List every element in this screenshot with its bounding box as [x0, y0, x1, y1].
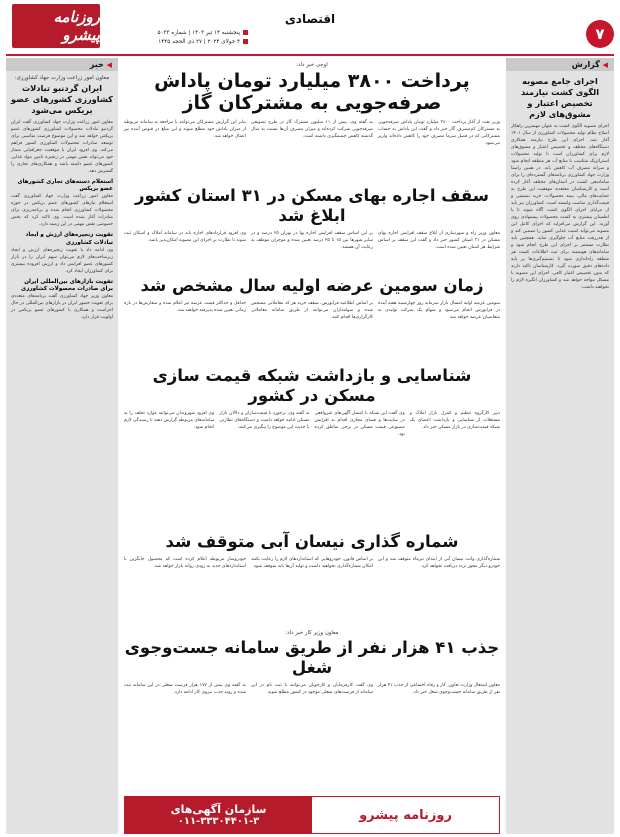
story-ipo: [124, 276, 500, 321]
story-headline: شماره گذاری نیسان آبی متوقف شد: [165, 532, 459, 551]
story-body-col: وی افزود قراردادهای اجاره باید در سامانه املاک و اسکان ثبت شوند تا نظارت بر اجرای این مصوبه امکان‌پذیر باشد.: [124, 230, 246, 243]
story-body-col: بر اساس قانون، خودروهایی که استانداردهای لازم را رعایت نکنند امکان شماره‌گذاری نخواهند داشت و تولید آن‌ها باید متوقف شود.: [251, 556, 373, 569]
advertising-banner: [124, 796, 500, 834]
story-body-col: بنابر این گزارش مشترکان می‌توانند با مراجعه به سامانه مربوطه از میزان پاداش خود مطلع شوند و این مبلغ در قبوض آینده نیز اعمال خواهد شد.: [124, 119, 246, 140]
triangle-icon: ◀: [602, 61, 608, 69]
report-column-header: ◀ گزارش: [506, 58, 614, 71]
story-headline: جذب ۴۱ هزار نفر از طریق سامانه جست‌وجوی شغل: [124, 638, 500, 677]
news-body: معاون امور زراعت وزارت جهاد کشاورزی گفت ایران گردنبو تبادلات محصولات کشاورزی کشورهای عضو بریکس خواهد شد و این موضوع فرصت مناسبی برای توسعه صادرات محصولات کشاورزی کشور فراهم می‌کند. وی افزود ایران با موقعیت جغرافیایی ممتاز خود می‌تواند نقش مهمی در زنجیره تامین مواد غذایی کشورهای عضو داشته باشد و همکاری‌های تجاری را گسترش دهد.: [11, 120, 113, 174]
story-headline: پرداخت ۳۸۰۰ میلیارد تومان پاداش صرفه‌جویی به مشترکان گاز: [154, 70, 470, 115]
story-body-col: سومین عرضه اولیه امسال بازار سرمایه روز چهارشنبه هفته آینده در فرابورس انجام می‌شود و سهام یک شرکت تولیدی به متقاضیان عرضه خواهد شد.: [378, 300, 500, 321]
section-title: اقتصادی: [284, 12, 336, 26]
story-headline: شناسایی و بازداشت شبکه قیمت سازی مسکن در کشور: [152, 366, 472, 405]
news-subheading: استعلام دسته‌های تجاری کشورهای عضو بریکس: [17, 178, 113, 193]
news-column: [6, 58, 118, 834]
triangle-icon: ◀: [106, 61, 112, 69]
story-body-col: به گفته وی، بیش از ۱۱ میلیون مشترک گاز در طرح تشویقی صرفه‌جویی شرکت کرده‌اند و میزان مصرف آن‌ها نسبت به سال گذشته کاهش چشمگیری داشته است.: [251, 119, 373, 140]
news-body: معاون وزیر جهاد کشاورزی گفت برنامه‌های متعددی برای تقویت حضور ایران در بازارهای بین‌المللی در حال اجراست و همکاری با کشورهای عضو بریکس در اولویت قرار دارد.: [11, 294, 113, 321]
story-body-col: حداقل و حداکثر قیمت عرضه نیز اعلام شده و سفارش‌ها در بازه زمانی تعیین شده پذیرفته خواهند شد.: [124, 300, 246, 313]
ad-brand: روزنامه پیشرو: [312, 797, 499, 833]
story-body-col: وی گفت کارفرمایان و کارجویان می‌توانند با ثبت نام در این سامانه از فرصت‌های شغلی موجود در کشور مطلع شوند.: [251, 682, 373, 695]
report-column: [506, 58, 614, 834]
masthead: [0, 0, 620, 56]
story-body-col: بر این اساس سقف افزایش اجاره بها در تهران ۲۵ درصد و در سایر شهرها بین ۱۵ تا ۲۵ درصد تعیین شده و موجران موظف به رعایت آن هستند.: [251, 230, 373, 250]
story-body-col: معاون وزیر راه و شهرسازی از ابلاغ سقف افزایش اجاره بهای مسکن در ۳۱ استان کشور خبر داد و گفت این سقف بر اساس شرایط هر استان تعیین شده است.: [378, 230, 500, 250]
issue-date-line-2: ۴ جولای ۲۰۲۴ | ۲۷ ذی الحجه ۱۴۴۵: [108, 39, 248, 45]
ad-phone: ۰۱۱-۳۳۳۰۴۴۰۱-۳: [177, 816, 260, 827]
issue-date-line: پنجشنبه ۱۴ تیر ۱۴۰۳ | شماره ۵۰۳۳: [108, 30, 248, 36]
story-body-col: شماره‌گذاری وانت نیسان آبی از ابتدای تیرماه متوقف شد و این خودرو دیگر مجوز تردد دریافت نخواهد کرد.: [378, 556, 500, 569]
main-news-area: [124, 58, 500, 834]
story-body-col: معاون اشتغال وزارت تعاون، کار و رفاه اجتماعی از جذب ۴۱ هزار نفر از طریق سامانه جست‌وجوی شغل خبر داد.: [378, 682, 500, 695]
ad-contact: [125, 797, 312, 833]
story-body-col: دبیر کارگروه تنظیم و کنترل بازار املاک و مستغلات از شناسایی و بازداشت اعضای یک شبکه قیمت‌سازی در بازار مسکن خبر داد.: [409, 410, 500, 430]
story-kicker: معاون وزیر کار خبر داد:: [285, 630, 339, 636]
story-kicker: اوجی خبر داد:: [296, 62, 328, 68]
news-kicker: معاون امور زراعت وزارت جهاد کشاورزی:: [14, 75, 110, 81]
story-headline: زمان سومین عرضه اولیه سال مشخص شد: [140, 276, 484, 295]
newspaper-logo: روزنامه پیشرو: [12, 4, 100, 48]
story-rent-cap: [124, 186, 500, 251]
story-body-col: وی گفت این شبکه با انتشار آگهی‌های غیرواقعی در سایت‌ها و فضای مجازی اقدام به افزایش مصنوعی قیمت مسکن در برخی مناطق کرده بود.: [314, 410, 405, 438]
ad-title: سازمان آگهی‌های: [170, 803, 267, 816]
story-body-col: وی افزود شهروندان می‌توانند موارد تخلف را به سامانه‌های مربوطه گزارش دهند تا رسیدگی لازم انجام شود.: [124, 410, 215, 430]
report-title: اجرای جامع مصوبه الگوی کشت نیازمند تخصیص اعتبار و مشوق‌های لازم: [520, 76, 600, 120]
story-headline: سقف اجاره بهای مسکن در ۳۱ استان کشور ابلاغ شد: [134, 186, 490, 225]
news-title: ایران گردنبو تبادلات کشاورزی کشورهای عضو بریکس می‌شود: [11, 83, 113, 116]
story-body-col: خودروساز مربوطه اعلام کرده است که محصول جایگزین با استانداردهای جدید به زودی روانه بازار خواهد شد.: [124, 556, 246, 569]
page-number: ۷: [586, 20, 614, 48]
report-body: اجرای مصوبه الگوی کشت به عنوان مهمترین راهکار اصلاح نظام تولید محصولات کشاورزی از سال ۱۴۰۱ آغاز شد. اجرای این طرح نیازمند همکاری دستگاه‌های مختلف و تخصیص اعتبار و مشوق‌های لازم برای کشاورزان است تا تولید محصولات استراتژیک متناسب با منابع آب هر منطقه انجام شود و سرانه مصرف آب کاهش یابد. در همین راستا وزارت جهاد کشاورزی برنامه‌های گسترده‌ای را برای ساماندهی کشت در استان‌های مختلف آغاز کرده است و کارشناسان معتقدند موفقیت این طرح به حمایت‌های مالی، بیمه محصولات، خرید تضمینی و قیمت‌گذاری مناسب وابسته است. کشاورزان نیز باید از مزایای اجرای الگوی کشت آگاه شوند تا با اطمینان بیشتری به کشت محصولات پیشنهادی روی آورند. این گزارش می‌افزاید که اجرای کامل این مصوبه می‌تواند امنیت غذایی کشور را تضمین کند و از هدررفت منابع آب جلوگیری نماید. همچنین باید نظارت مستمر بر اجرای این طرح انجام شود و سامانه‌های هوشمند برای ثبت اطلاعات کشت هر منطقه راه‌اندازی شود تا تصمیم‌گیری‌ها بر پایه داده‌های دقیق صورت گیرد. کارشناسان تاکید دارند که بدون تخصیص اعتبار کافی، اجرای این مصوبه با مشکل مواجه خواهد شد و کشاورزان انگیزه لازم را نخواهند داشت.: [511, 124, 609, 290]
story-housing-network: [124, 366, 500, 438]
news-body: وی ادامه داد با تقویت زنجیره‌های ارزش و ایجاد زیرساخت‌های لازم می‌توان سهم ایران را در بازار کشورهای عضو افزایش داد و ارزش افزوده بیشتری برای کشاورزان ایجاد کرد.: [11, 247, 113, 274]
news-subheading: تقویت زنجیره‌های ارزش و ایجاد تبادلات کشاورزی: [25, 232, 113, 246]
story-body-col: وزیر نفت از آغاز پرداخت ۳۸۰۰ میلیارد تومان پاداش صرفه‌جویی به مشترکان کم‌مصرف گاز خبر داد و گفت این پاداش به حساب مشترکانی که در فصل سرما مصرف خود را کاهش داده‌اند واریز می‌شود.: [378, 119, 500, 147]
story-nissan: [124, 532, 500, 570]
story-body-col: به گفته وی بیش از ۱۷۷ هزار فرصت شغلی در این سامانه ثبت شده و روند جذب نیروی کار ادامه دارد.: [124, 682, 246, 695]
story-body-col: بر اساس اطلاعیه فرابورس، سقف خرید هر کد معاملاتی مشخص شده و سهامداران می‌توانند از طریق سامانه معاملاتی کارگزاری‌ها اقدام کنند.: [251, 300, 373, 321]
news-subheading: تقویت بازارهای بین‌المللی ایران برای صادرات محصولات کشاورزی: [21, 278, 113, 292]
story-gas-reward: [124, 62, 500, 148]
masthead-divider: [6, 54, 614, 56]
story-job-portal: [124, 630, 500, 696]
news-body: معاون امور زراعت وزارت جهاد کشاورزی گفت استعلام نیازهای کشورهای عضو بریکس در حوزه محصولات کشاورزی انجام شده و برنامه‌ریزی برای صادرات آغاز شده است. وی تاکید کرد که بخش خصوصی نقش مهمی در این زمینه دارد.: [11, 194, 113, 228]
story-body-col: به گفته وی، برخورد با قیمت‌سازان و دلالان بازار مسکن ادامه خواهد داشت و دستگاه‌های نظارتی با جدیت این موضوع را پیگیری می‌کنند.: [219, 410, 310, 430]
news-column-header: ◀ خبر: [6, 58, 118, 71]
